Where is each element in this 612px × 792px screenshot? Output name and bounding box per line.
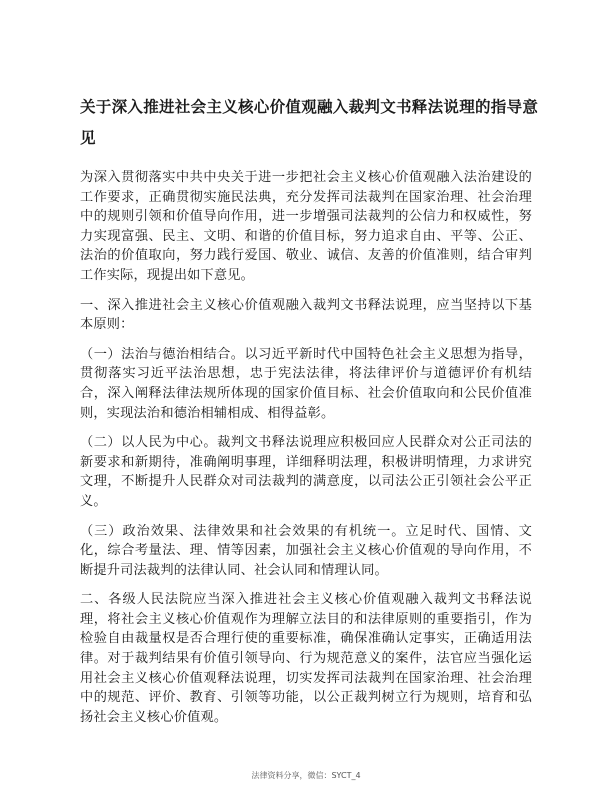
page-footer: 法律资料分享，微信：SYCT_4	[251, 771, 361, 780]
document-body	[80, 168, 532, 737]
paragraph-principle-1: （一）法治与德治相结合。以习近平新时代中国特色社会主义思想为指导，贯彻落实习近平法治思想，忠于宪法法律，将法律评价与道德评价有机结合，深入阐释法律法规所体现的国家价值目标、社会价值取向和公民价值准则，实现法治和德治相辅相成、相得益彰。	[80, 346, 532, 421]
paragraph-section-2: 二、各级人民法院应当深入推进社会主义核心价值观融入裁判文书释法说理，将社会主义核心价值观作为理解立法目的和法律原则的重要指引，作为检验自由裁量权是否合理行使的重要标准，确保准确认定事实，正确适用法律。对于裁判结果有价值引领导向、行为规范意义的案件，法官应当强化运用社会主义核心价值观释法说理，切实发挥司法裁判在国家治理、社会治理中的规范、评价、教育、引领等功能，以公正裁判树立行为规则，培育和弘扬社会主义核心价值观。	[80, 592, 532, 725]
paragraph-section-1: 一、深入推进社会主义核心价值观融入裁判文书释法说理，应当坚持以下基本原则：	[80, 297, 532, 333]
paragraph-principle-3: （三）政治效果、法律效果和社会效果的有机统一。立足时代、国情、文化，综合考量法、理、情等因素，加强社会主义核心价值观的导向作用，不断提升司法裁判的法律认同、社会认同和情理认同。	[80, 523, 532, 578]
paragraph-principle-2: （二）以人民为中心。裁判文书释法说理应积极回应人民群众对公正司法的新要求和新期待，准确阐明事理，详细释明法理，积极讲明情理，力求讲究文理，不断提升人民群众对司法裁判的满意度，以司法公正引领社会公平正义。	[80, 435, 532, 509]
paragraph-intro: 为深入贯彻落实中共中央关于进一步把社会主义核心价值观融入法治建设的工作要求，正确贯彻实施民法典，充分发挥司法裁判在国家治理、社会治理中的规则引领和价值导向作用，进一步增强司法裁判的公信力和权威性，努力实现富强、民主、文明、和谐的价值目标，努力追求自由、平等、公正、法治的价值取向，努力践行爱国、敬业、诚信、友善的价值准则，结合审判工作实际，现提出如下意见。	[80, 170, 532, 283]
document-title: 关于深入推进社会主义核心价值观融入裁判文书释法说理的指导意见	[80, 98, 539, 147]
